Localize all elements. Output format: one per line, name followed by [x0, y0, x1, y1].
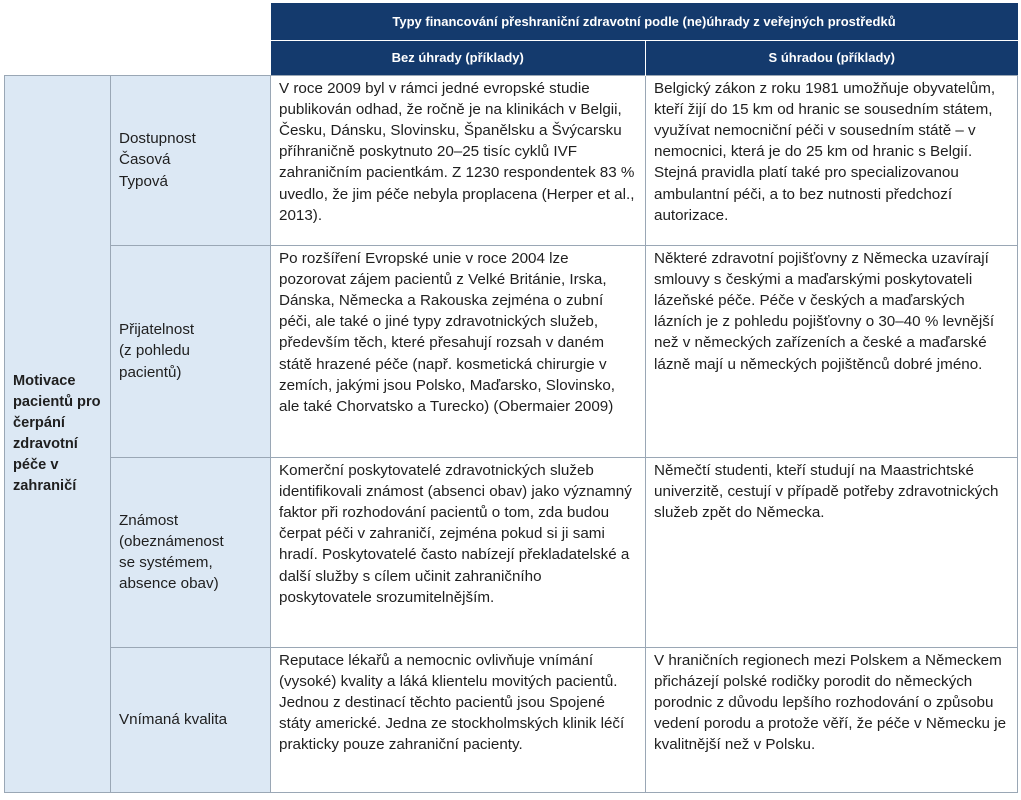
table-row [5, 245, 1018, 457]
example-with-reimbursement: Němečtí studenti, kteří studují na Maastrichtské univerzitě, cestují v případě potřeby zdravotnických služeb zpět do Německa. [646, 457, 1018, 647]
example-without-reimbursement: Po rozšíření Evropské unie v roce 2004 lze pozorovat zájem pacientů z Velké Británie, Irska, Dánska, Německa a Rakouska zejména o zubní péči, ale také o jiné typy zdravotnických služeb, především těch, které přesahují rozsah v daném státě hrazené péče (např. kosmetická chirurgie v zemích, jakými jsou Polsko, Maďarsko, Slovinsko, ale také Chorvatsko a Turecko) (Obermaier 2009) [271, 245, 646, 457]
factor-label: Vnímaná kvalita [111, 647, 271, 792]
factor-label: Známost (obeznámenost se systémem, absence obav) [111, 457, 271, 647]
motive-label: Motivace pacientů pro čerpání zdravotní péče v zahraničí [5, 75, 111, 792]
factor-label: Dostupnost Časová Typová [111, 75, 271, 245]
table-row [5, 647, 1018, 792]
example-without-reimbursement: V roce 2009 byl v rámci jedné evropské studie publikován odhad, že ročně je na klinikách v Belgii, Česku, Dánsku, Slovinsku, Španělsku a Švýcarsku příhraničně poskytnuto 20–25 tisíc cyklů IVF zahraničním pacientkám. Z 1230 respondentek 83 % uvedlo, že jim péče nebyla proplacena (Herper et al., 2013). [271, 75, 646, 245]
table-row [5, 457, 1018, 647]
factor-label: Přijatelnost (z pohledu pacientů) [111, 245, 271, 457]
example-with-reimbursement: V hraničních regionech mezi Polskem a Německem přicházejí polské rodičky porodit do německých porodnic z důvodu lepšího rozhodování o způsobu vedení porodu a protože věří, že péče v Německu je kvalitnější než v Polsku. [646, 647, 1018, 792]
example-without-reimbursement: Reputace lékařů a nemocnic ovlivňuje vnímání (vysoké) kvality a láká klientelu movitých pacientů. Jednou z destinací těchto pacientů jsou Spojené státy americké. Jedna ze stockholmských klinik léčí prakticky pouze zahraniční pacienty. [271, 647, 646, 792]
col-header-without-reimbursement: Bez úhrady (příklady) [271, 40, 646, 75]
header-row-1 [5, 3, 1018, 40]
table-row [5, 75, 1018, 245]
col-header-with-reimbursement: S úhradou (příklady) [646, 40, 1018, 75]
example-with-reimbursement: Některé zdravotní pojišťovny z Německa uzavírají smlouvy s českými a maďarskými poskytovateli lázeňské péče. Péče v českých a maďarských lázních je z pohledu pojišťovny o 30–40 % levnější než v německých zařízeních a české a maďarské lázně mají u německých pojištěnců dobré jméno. [646, 245, 1018, 457]
example-with-reimbursement: Belgický zákon z roku 1981 umožňuje obyvatelům, kteří žijí do 15 km od hranic se sousedním státem, využívat nemocniční péči v sousedním státě – v nemocnici, která je do 25 km od hranic s Belgií. Stejná pravidla platí také pro specializovanou ambulantní péči, a to bez nutnosti předchozí autorizace. [646, 75, 1018, 245]
financing-table [4, 3, 1018, 793]
example-without-reimbursement: Komerční poskytovatelé zdravotnických služeb identifikovali známost (absenci obav) jako významný faktor při rozhodování pacientů o tom, zda budou čerpat péči v zahraničí, zejména pokud si ji sami hradí. Poskytovatelé často nabízejí překladatelské a další služby s cílem učinit zahraničního poskytovatele srozumitelnějším. [271, 457, 646, 647]
group-header: Typy financování přeshraniční zdravotní podle (ne)úhrady z veřejných prostředků [271, 3, 1018, 40]
header-blank [5, 3, 271, 75]
